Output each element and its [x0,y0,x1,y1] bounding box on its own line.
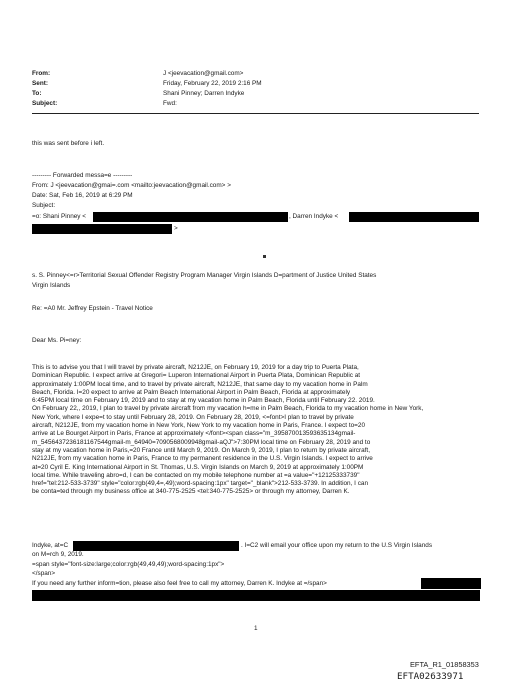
forwarded-from: From: J <jeevacation@gmai=.com <mailto:jeevacation@gmail.com> > [32,182,231,189]
stray-mark [263,255,266,258]
forwarded-to-b: , Darren Indyke < [289,213,339,220]
sent-label: Sent: [32,80,48,87]
forwarded-marker: --------- Forwarded messa=e --------- [32,172,133,179]
salutation: Dear Ms. Pi=ney: [32,337,82,344]
indyke-line-b: . I=C2 will email your office upon my return to the U.S Virgin Islands [241,542,433,549]
subject-label: Subject: [32,100,58,107]
header-divider [32,113,479,114]
redaction-box [349,212,479,222]
final-line: If you need any further inform=tion, please also feel free to call my attorney, Darren K. Indyke at =/span> [32,580,327,587]
close-span: </span> [32,570,56,577]
redaction-box [32,590,480,601]
redaction-box [421,578,481,589]
to-label: To: [32,90,42,97]
recipient-line-1: s. S. Pinney<=r>Territorial Sexual Offender Registry Program Manager Virgin Islands D=partment of Justice United States [32,272,377,279]
forwarded-to-a: =o: Shani Pinney < [32,213,87,220]
page-number: 1 [254,625,258,632]
from-label: From: [32,70,51,77]
subject-value: Fwd: [163,100,177,107]
redaction-box [73,541,239,551]
footer-ref-2: EFTA02633971 [397,671,464,682]
body-paragraph: This is to advise you that I will travel by private aircraft, N212JE, on February 19, 2019 for a day trip to Puerta Plata, Dominican Republic. I expect arrive at Gregori= Luperon International Airport in Puerta Plata, Dominican Republic at approximately 1:00PM local time, and to travel by private aircraft, N212JE, that same day to my vacation home in Palm Beach, Florida. I=20 expect to arrive at Palm Beach International Airport in Palm Beach, Florida at approximately 6:45PM local time on February 19, 2019 and to stay at my vacation home in Palm Beach, Florida until February 22. 2019. On February 22,, 2019, I plan to travel by private aircraft from my vacation h=me in Palm Beach, Florida to my vacation home in New York, New York, where I expe=t to stay until February 28, 2019. On February 28, 2019, <=font>I plan to travel by private aircraft, N212JE, from my vacation home in New York, New York to my vacation home in Paris, France. I expect to=20 arrive at Le Bourget Airport in Paris, France at approximately </font><span class="m_395870013593635134gmail- m_5456437236181167544gmail-m_64940=7090568009948gmail-aQJ">7:30PM local time on February 28, 2019 and to stay at my vacation home in Paris,=20 France until March 9, 2019. On March 9, 2019, I plan to return by private aircraft, N212JE, from my vacation home in Paris, France to my permanent residence in the U.S. Virgin Islands. I expect to arrive at=20 Cyril E. King International Airport in St. Thomas, U.S. Virgin Islands on March 9, 2019 at approximately 1:00PM local time. While traveling abro=d, I can be contacted on my mobile telephone number at =a value="+12125333739" href="tel:212-533-3739" style="color:rgb(49,4=,49);word-spacing:1px" target="_blank">212-533-3739. In addition, I can be conta=ted through my business office at 340-775-2525 <tel:340-775-2525> or through my attorney, Darren K. [32,364,424,496]
redaction-box [93,212,288,222]
span-line: =span style="font-size:large;color:rgb(49,49,49);word-spacing:1px"> [32,561,225,568]
redaction-box [32,224,172,234]
from-value: J <jeevacation@gmail.com> [163,70,244,77]
forwarded-to-c: > [174,225,178,232]
re-line: Re: =A0 Mr. Jeffrey Epstein - Travel Notice [32,305,153,312]
intro-text: this was sent before i left. [32,140,105,147]
forwarded-subject: Subject: [32,202,56,209]
recipient-line-2: Virgin Islands [32,282,71,289]
date-line: on M=rch 9, 2019. [32,551,84,558]
forwarded-date: Date: Sat, Feb 16, 2019 at 6:29 PM [32,192,133,199]
footer-ref-1: EFTA_R1_01858353 [410,660,479,669]
to-value: Shani Pinney; Darren Indyke [163,90,245,97]
indyke-line-a: Indyke, at=C [32,542,69,549]
sent-value: Friday, February 22, 2019 2:16 PM [163,80,262,87]
